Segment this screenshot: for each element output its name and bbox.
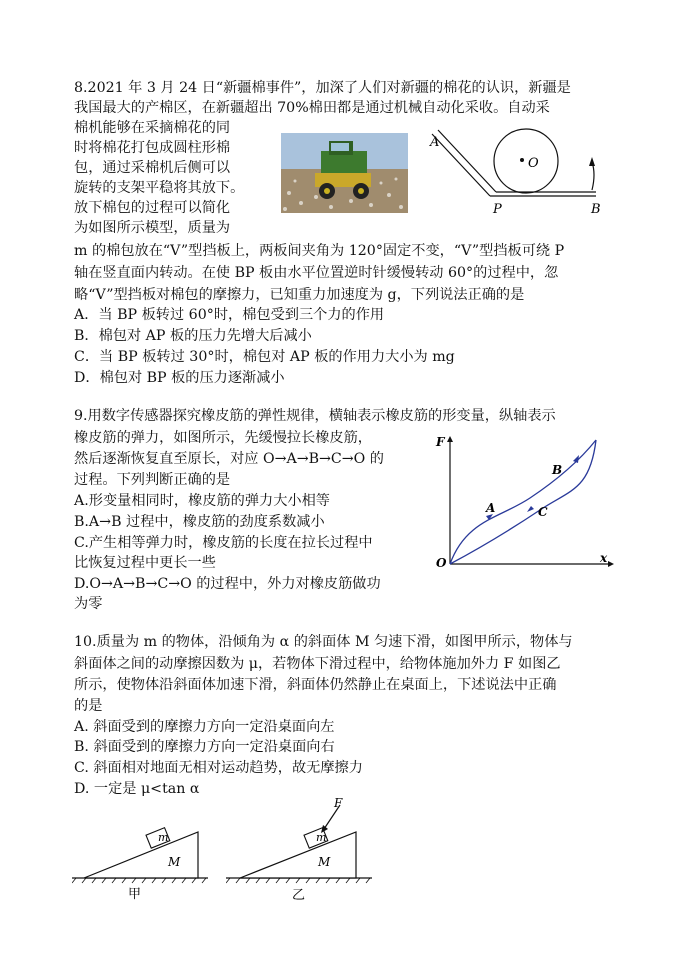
q8-line-7: 放下棉包的过程可以简化 (74, 200, 231, 216)
q10-line-2: 斜面体之间的动摩擦因数为 μ，若物体下滑过程中，给物体施加外力 F 如图乙 (74, 656, 561, 672)
q8-line-1: 8.2021 年 3 月 24 日“新疆棉事件”，加深了人们对新疆的棉花的认识，新疆是 (74, 80, 571, 96)
q8-option-c: C．当 BP 板转过 30°时，棉包对 AP 板的作用力大小为 mg (74, 349, 455, 365)
axis-label-f: F (436, 435, 445, 449)
caption-jia: 甲 (128, 887, 142, 902)
cotton-picker-photo (281, 133, 408, 213)
label-b: B (591, 202, 601, 217)
q8-line-11: 略“V”型挡板对棉包的摩擦力，已知重力加速度为 g，下列说法正确的是 (74, 287, 525, 303)
q8-option-b: B．棉包对 AP 板的压力先增大后减小 (74, 328, 312, 344)
q9-line-1: 9.用数字传感器探究橡皮筋的弹性规律，横轴表示橡皮筋的形变量，纵轴表示 (74, 408, 556, 424)
caption-yi: 乙 (292, 888, 306, 903)
q8-line-9: m 的棉包放在“V”型挡板上，两板间夹角为 120°固定不变，“V”型挡板可绕 P (74, 243, 565, 259)
q8-line-8: 为如图所示模型，质量为 (74, 220, 231, 236)
label-f-yi: F (334, 796, 343, 810)
label-m-jia: m (158, 831, 169, 844)
q10-line-1: 10.质量为 m 的物体，沿倾角为 α 的斜面体 M 匀速下滑，如图甲所示，物体与 (74, 634, 573, 650)
q8-line-3: 棉机能够在采摘棉花的同 (74, 120, 231, 136)
axis-label-o: O (436, 556, 447, 570)
q8-line-5: 包，通过采棉机后侧可以 (74, 160, 231, 176)
q8-line-10: 轴在竖直面内转动。在使 BP 板由水平位置逆时针缓慢转动 60°的过程中，忽 (74, 265, 559, 281)
label-m-yi: m (316, 831, 327, 844)
q10-line-3: 所示，使物体沿斜面体加速下滑，斜面体仍然静止在桌面上，下述说法中正确 (74, 677, 557, 693)
label-big-m-jia: M (168, 855, 181, 869)
q9-option-c-cont: 比恢复过程中更长一些 (74, 555, 216, 571)
incline-figure-jia (72, 810, 210, 902)
incline-figure-yi (226, 795, 376, 907)
q8-line-6: 旋转的支架平稳将其放下。 (74, 180, 245, 196)
q10-line-4: 的是 (74, 698, 103, 714)
q9-option-d-cont: 为零 (74, 596, 103, 612)
q9-option-b: B.A→B 过程中，橡皮筋的劲度系数减小 (74, 514, 325, 530)
q9-option-d: D.O→A→B→C→O 的过程中，外力对橡皮筋做功 (74, 576, 381, 592)
label-big-m-yi: M (318, 855, 331, 869)
label-a: A (430, 135, 440, 150)
q10-option-c: C. 斜面相对地面无相对运动趋势，故无摩擦力 (74, 760, 363, 776)
q8-line-2: 我国最大的产棉区，在新疆超出 70%棉田都是通过机械自动化采收。自动采 (74, 100, 550, 116)
q9-line-3: 然后逐渐恢复直至原长，对应 O→A→B→C→O 的 (74, 451, 384, 467)
label-o: O (528, 156, 539, 171)
label-p: P (493, 202, 502, 217)
q10-option-b: B. 斜面受到的摩擦力方向一定沿桌面向右 (74, 739, 335, 755)
q9-option-a: A.形变量相同时，橡皮筋的弹力大小相等 (74, 493, 330, 509)
point-label-c: C (538, 505, 548, 519)
q8-option-d: D．棉包对 BP 板的压力逐渐减小 (74, 370, 285, 386)
point-label-a: A (486, 501, 496, 515)
q8-option-a: A．当 BP 板转过 60°时，棉包受到三个力的作用 (74, 307, 385, 323)
q9-option-c: C.产生相等弹力时，橡皮筋的长度在拉长过程中 (74, 535, 373, 551)
force-deformation-graph (430, 430, 616, 575)
q9-line-4: 过程。下列判断正确的是 (74, 472, 231, 488)
q9-line-2: 橡皮筋的弹力，如图所示，先缓慢拉长橡皮筋， (74, 430, 372, 446)
axis-label-x: x (600, 551, 608, 565)
q8-line-4: 时将棉花打包成圆柱形棉 (74, 140, 231, 156)
v-board-diagram (424, 124, 614, 220)
point-label-b: B (552, 463, 563, 477)
q10-option-a: A. 斜面受到的摩擦力方向一定沿桌面向左 (74, 719, 335, 735)
q10-option-d: D. 一定是 μ<tan α (74, 781, 200, 797)
